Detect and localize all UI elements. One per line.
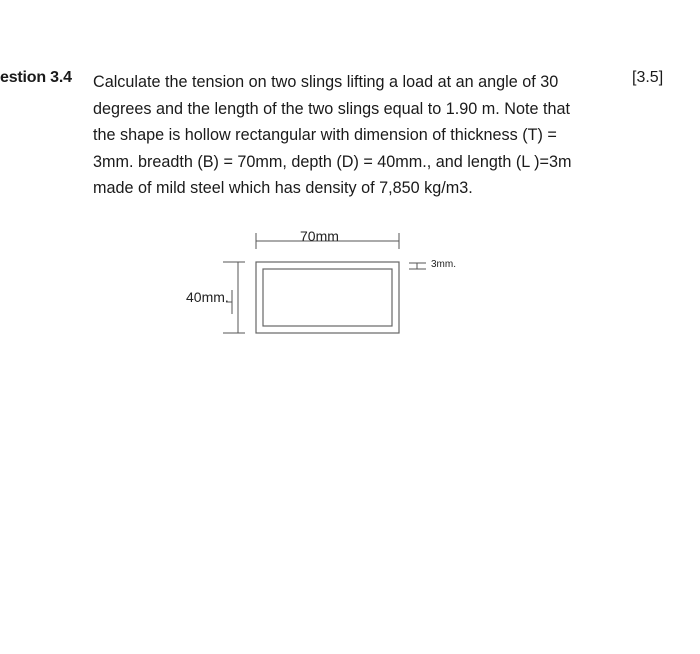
inner-rectangle [263,269,392,326]
thickness-marker [409,263,426,269]
question-line-5: made of mild steel which has density of 7,850 kg/m3. [93,179,473,197]
question-line-4: 3mm. breadth (B) = 70mm, depth (D) = 40mm., and length (L )=3m [93,152,572,171]
width-label: 70mm [300,228,339,244]
depth-label: 40mm. [186,289,229,305]
question-text [93,69,628,202]
question-number: estion 3.4 [0,69,72,86]
thickness-label: 3mm. [431,259,456,270]
question-marks: [3.5] [632,69,664,86]
question-line-2: degrees and the length of the two slings equal to 1.90 m. Note that [93,99,570,118]
question-line-1: Calculate the tension on two slings lifting a load at an angle of 30 [93,73,559,91]
outer-rectangle [256,262,399,333]
question-line-3: the shape is hollow rectangular with dimension of thickness (T) = [93,126,557,144]
